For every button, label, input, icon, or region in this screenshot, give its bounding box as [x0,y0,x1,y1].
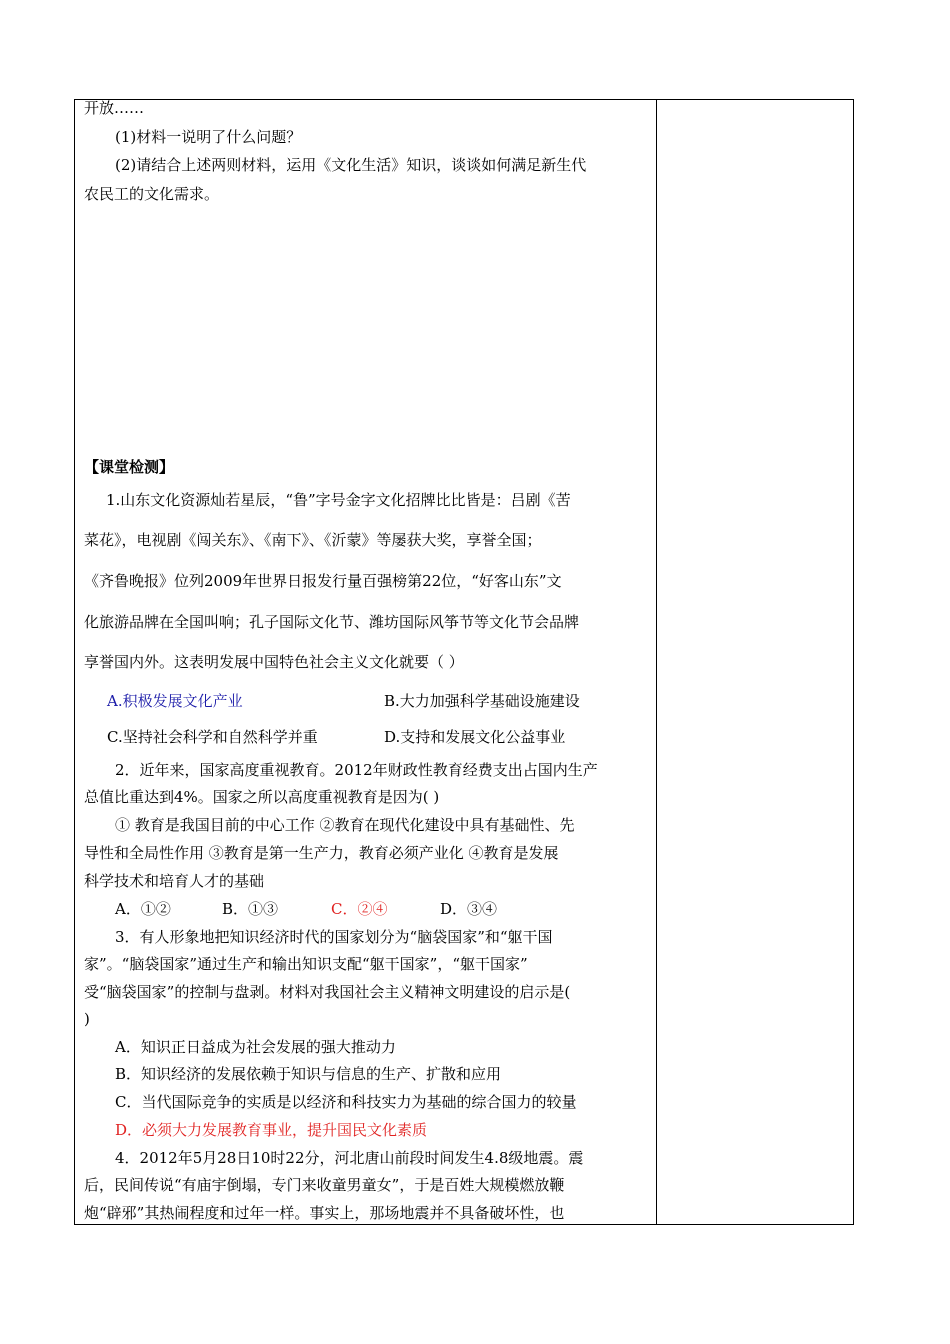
q3-stem-line: ) [84,1010,90,1028]
q2-stem-line: 2．近年来，国家高度重视教育。2012年财政性教育经费支出占国内生产 [115,761,598,779]
q1-option-a-answer: A.积极发展文化产业 [107,692,243,710]
q3-option-b: B．知识经济的发展依赖于知识与信息的生产、扩散和应用 [115,1065,502,1083]
q4-stem-line: 4．2012年5月28日10时22分，河北唐山前段时间发生4.8级地震。震 [115,1149,584,1167]
q2-option-a: A．①② [115,900,171,918]
q1-option-b: B.大力加强科学基础设施建设 [384,692,580,710]
q3-stem-line: 3．有人形象地把知识经济时代的国家划分为“脑袋国家”和“躯干国 [115,928,553,946]
material-question-2-line-1: (2)请结合上述两则材料，运用《文化生活》知识，谈谈如何满足新生代 [115,156,587,174]
q1-stem-line: 菜花》，电视剧《闯关东》、《南下》、《沂蒙》等屡获大奖，享誉全国； [84,531,542,549]
q2-stem-line: ① 教育是我国目前的中心工作 ②教育在现代化建设中具有基础性、先 [115,816,575,834]
q3-option-a: A．知识正日益成为社会发展的强大推动力 [115,1038,396,1056]
q4-stem-line: 炮“辟邪”其热闹程度和过年一样。事实上，那场地震并不具备破坏性，也 [84,1204,565,1222]
q1-stem-line: 化旅游品牌在全国叫响；孔子国际文化节、潍坊国际风筝节等文化节会品牌 [84,613,580,631]
q2-option-b: B．①③ [222,900,279,918]
q3-option-c: C．当代国际竞争的实质是以经济和科技实力为基础的综合国力的较量 [115,1093,577,1111]
q1-stem-line: 《齐鲁晚报》位列2009年世界日报发行量百强榜第22位，“好客山东”文 [84,572,562,590]
q1-option-d: D.支持和发展文化公益事业 [384,728,566,746]
section-title: 【课堂检测】 [84,458,175,476]
q3-option-d-answer: D．必须大力发展教育事业，提升国民文化素质 [115,1121,428,1139]
q3-stem-line: 受“脑袋国家”的控制与盘剥。材料对我国社会主义精神文明建设的启示是( [84,983,571,1001]
q2-option-d: D．③④ [440,900,498,918]
column-divider [656,100,657,1224]
material-continuation: 开放…… [84,99,145,117]
q3-stem-line: 家”。“脑袋国家”通过生产和输出知识支配“躯干国家”，“躯干国家” [84,955,528,973]
material-question-1: (1)材料一说明了什么问题？ [115,128,302,146]
q1-stem-line: 享誉国内外。这表明发展中国特色社会主义文化就要（ ） [84,653,464,671]
q1-stem-line: 1.山东文化资源灿若星辰，“鲁”字号金字文化招牌比比皆是：吕剧《苦 [106,491,571,509]
q2-stem-line: 总值比重达到4%。国家之所以高度重视教育是因为( ) [84,788,440,806]
q2-stem-line: 导性和全局性作用 ③教育是第一生产力，教育必须产业化 ④教育是发展 [84,844,559,862]
q2-option-c-answer: C．②④ [331,900,388,918]
q4-stem-line: 后，民间传说“有庙宇倒塌，专门来收童男童女”，于是百姓大规模燃放鞭 [84,1176,565,1194]
q1-option-c: C.坚持社会科学和自然科学并重 [107,728,318,746]
q2-stem-line: 科学技术和培育人才的基础 [84,872,265,890]
material-question-2-line-2: 农民工的文化需求。 [84,185,220,203]
